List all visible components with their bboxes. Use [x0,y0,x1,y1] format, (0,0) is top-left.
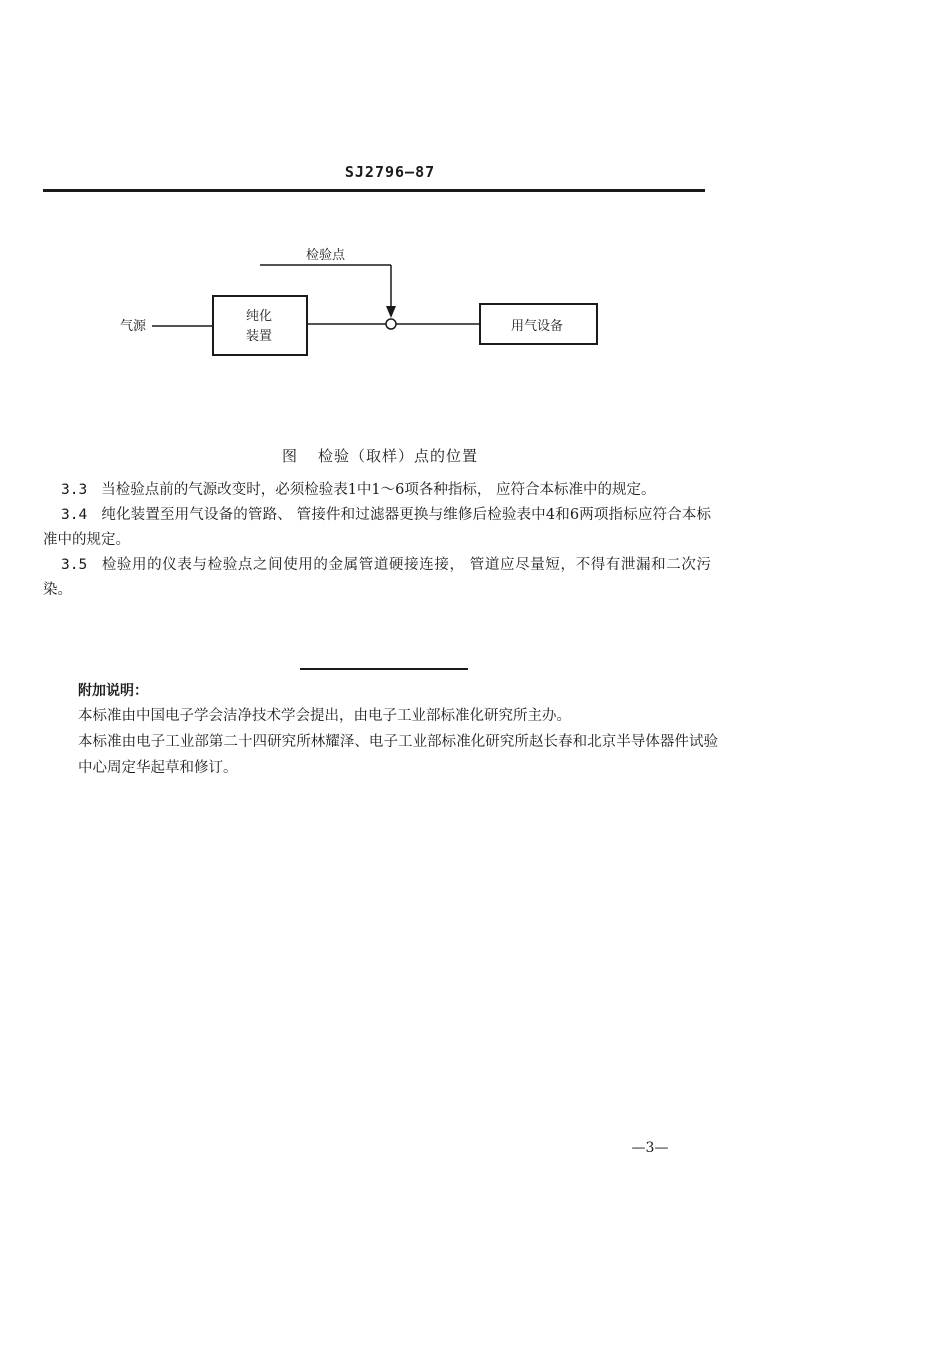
gas-source-label: 气源 [120,319,147,334]
purifier-label-line2: 装置 [246,329,273,344]
flow-diagram [0,0,950,420]
clause-number: 3.4 [61,507,88,523]
clause-text: 纯化装置至用气设备的管路、 管接件和过滤器更换与维修后检验表中4和6两项指标应符合本标准中的规定。 [43,507,711,548]
notes-title: 附加说明： [78,683,148,699]
clause-3-4 [43,503,711,553]
clause-number: 3.5 [61,557,88,573]
page-number: —3— [631,1140,669,1156]
clause-text: 当检验点前的气源改变时，必须检验表1中1～6项各种指标， 应符合本标准中的规定。 [101,482,656,498]
clause-list [43,478,711,603]
purifier-label-line1: 纯化 [246,309,273,324]
arrow-down-icon [386,306,396,318]
clause-3-3 [43,478,711,503]
check-point-junction [386,319,396,329]
caption-prefix: 图 [281,447,298,465]
additional-notes [78,679,718,781]
caption-title: 检验（取样）点的位置 [318,447,479,465]
purifier-box [213,296,307,355]
equipment-label: 用气设备 [511,319,564,334]
notes-paragraph-1: 本标准由中国电子学会洁净技术学会提出，由电子工业部标准化研究所主办。 [78,708,571,724]
notes-paragraph-2: 本标准由电子工业部第二十四研究所林耀泽、电子工业部标准化研究所赵长春和北京半导体器件试验中心周定华起草和修订。 [78,734,718,776]
document-code: SJ2796—87 [344,163,436,181]
section-divider [300,668,468,670]
check-point-label: 检验点 [306,248,346,263]
clause-number: 3.3 [61,482,88,498]
figure-caption [0,445,760,466]
clause-3-5 [43,553,711,603]
clause-text: 检验用的仪表与检验点之间使用的金属管道硬接连接， 管道应尽量短，不得有泄漏和二次污染。 [43,557,711,598]
